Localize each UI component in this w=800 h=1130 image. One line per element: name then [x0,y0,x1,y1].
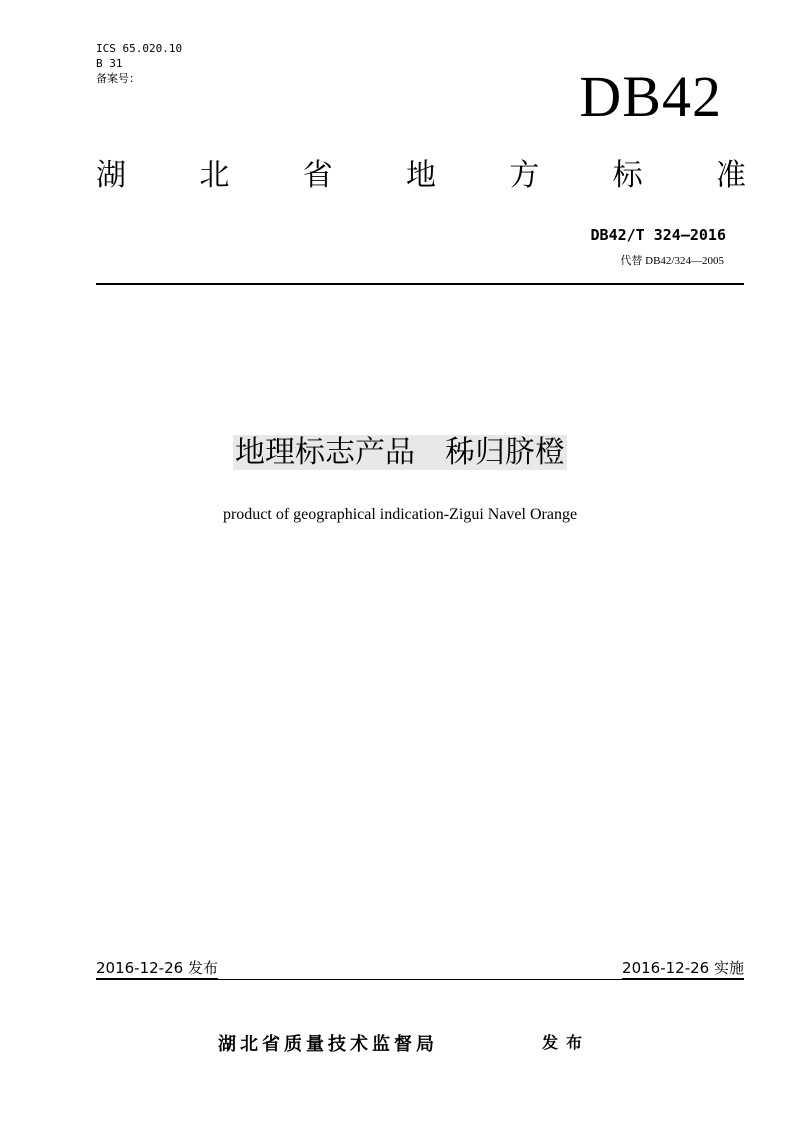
category-char: 标 [612,158,643,193]
category-code: B 31 [96,57,123,70]
issue-date: 2016-12-26 发布 [96,959,218,977]
bottom-divider [96,979,744,980]
category-char: 北 [199,158,230,193]
category-char: 方 [509,158,540,193]
issuing-authority: 湖北省质量技术监督局 [218,1034,438,1055]
category-char: 湖 [96,158,126,193]
replaces-standard: 代替 DB42/324—2005 [620,255,724,267]
category-char: 地 [405,158,436,193]
category-char: 准 [715,158,746,193]
standard-category [96,156,746,196]
title-english: product of geographical indication-Zigui Navel Orange [222,506,578,523]
db42-logo: DB42 [579,64,722,129]
category-char: 省 [302,158,333,193]
title-chinese-wrap [0,433,800,473]
ics-code: ICS 65.020.10 [96,42,183,55]
issue-label: 发布 [542,1033,591,1052]
filing-number-label: 备案号： [96,72,140,85]
implementation-date: 2016-12-26 实施 [622,959,744,977]
top-divider [96,283,744,285]
title-chinese: 地理标志产品 秭归脐橙 [235,435,565,470]
standard-number: DB42/T 324—2016 [590,226,726,244]
